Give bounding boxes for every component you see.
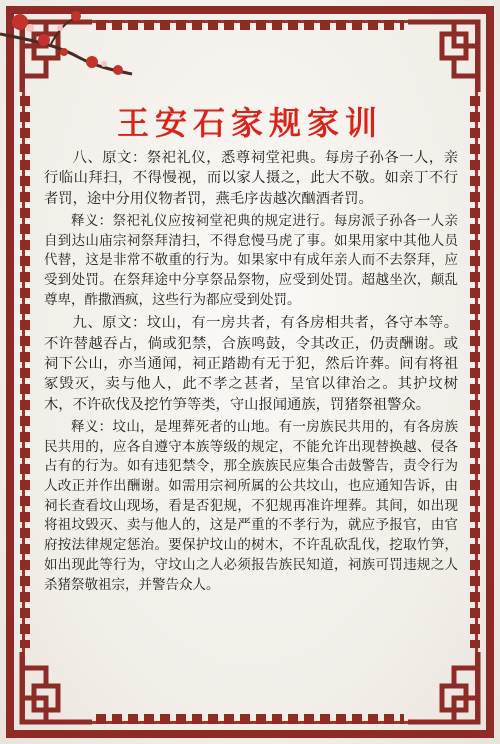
section-8-explanation: 释义：祭祀礼仪应按祠堂祀典的规定进行。每房派子孙各一人亲自到达山庙宗祠祭拜清扫，不得怠慢马虎了事。如果用家中其他人员代替，这是非常不敬重的行为。如果家中有成年亲人而不去祭拜，应受到处罚。在祭拜途中分享祭品祭物，应受到处罚。超越坐次，颠乱尊卑，酢撒酒疯，这些行为都应受到处罚。 <box>44 212 458 308</box>
section-9-original: 九、原文：坟山，有一房共者，有各房相共者，各守本等。不许替越吞占，倘或犯禁，合族鸣鼓，令其改正，仍责酬谢。或祠下公山，亦当通闻，祠正踏勘有无于犯，然后许葬。间有将祖冢毁灭，卖与他人，此不孝之甚者，呈官以律治之。其护坟树木，不许砍伐及挖竹笋等类，守山报闻通族，罚猪祭祖警众。 <box>44 315 458 413</box>
bottom-lattice-border <box>96 714 404 724</box>
right-lattice-border <box>470 96 480 648</box>
section-9-explanation: 释义：坟山，是埋葬死者的山地。有一房族民共用的，有各房族民共用的，应各自遵守本族等级的规定，不能允许出现替换越、侵各占有的行为。如有违犯禁令，那全族族民应集合击鼓警告，责令行为人改正并作出酬谢。如需用宗祠所属的公共坟山，也应通知告诉，由祠长查看坟山现场，看是否犯规，不犯规再准许埋葬。其间，如出现将祖坟毁灭、卖与他人的，这是严重的不孝行为，就应予报官，由官府按法律规定惩治。要保护坟山的树木，不许乱砍乱伐，挖取竹笋，如出现此等行为，守坟山之人必须报告族民知道，祠族可罚违规之人杀猪祭敬祖宗，并警告众人。 <box>44 418 458 593</box>
left-lattice-border <box>20 96 30 648</box>
lattice-corner-icon <box>6 648 96 738</box>
section-8-original: 八、原文：祭祀礼仪，悉尊祠堂祀典。每房子孙各一人，亲行临山拜扫，不得慢视，而以家人摄之，此大不敬。如亲丁不行者罚，途中分用仪物者罚，燕毛序齿越次酗酒者罚。 <box>44 150 458 207</box>
lattice-corner-icon <box>404 648 494 738</box>
page-title: 王安石家规家训 <box>116 104 383 142</box>
article-body <box>44 148 458 598</box>
top-lattice-border <box>96 20 404 30</box>
plum-blossom-icon <box>0 0 140 90</box>
lattice-corner-icon <box>404 6 494 96</box>
